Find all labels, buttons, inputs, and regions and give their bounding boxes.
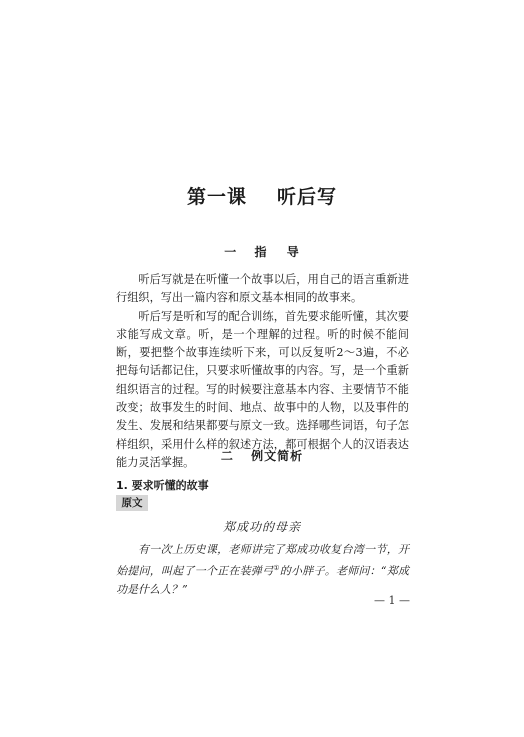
section-number: 二 bbox=[220, 449, 234, 463]
section-title-char: 导 bbox=[286, 245, 300, 259]
section-number: 一 bbox=[224, 245, 238, 259]
footnote-marker: ① bbox=[273, 564, 280, 572]
subheading: 1. 要求听懂的故事 bbox=[116, 479, 209, 492]
original-text-tag: 原文 bbox=[116, 495, 148, 511]
page-number: — 1 — bbox=[374, 594, 410, 607]
lesson-topic: 听后写 bbox=[277, 186, 338, 208]
lesson-title bbox=[0, 182, 524, 209]
section-title: 例文简析 bbox=[251, 449, 304, 463]
lesson-number: 第一课 bbox=[186, 186, 247, 208]
section-heading-examples bbox=[0, 447, 524, 464]
section-title-char: 指 bbox=[254, 245, 268, 259]
story-title: 郑成功的母亲 bbox=[222, 520, 301, 534]
paragraph: 听后写就是在听懂一个故事以后，用自己的语言重新进行组织，写出一篇内容和原文基本相同的故事来。 bbox=[116, 273, 409, 305]
story-paragraph: 有一次上历史课，老师讲完了郑成功收复台湾一节，开始提问，叫起了一个正在装弹弓①的小胖子。老师问：“郑成功是什么人？” bbox=[116, 543, 409, 596]
paragraph: 听后写是听和写的配合训练，首先要求能听懂，其次要求能写成文章。听，是一个理解的过程。听的时候不能间断，要把整个故事连续听下来，可以反复听2～3遍，不必把每句话都记住，只要求听懂故事的内容。写，是一个重新组织语言的过程。写的时候要注意基本内容、主要情节不能改变；故事发生的时间、地点、故事中的人物，以及事件的发生、发展和结果都要与原文一致。选择哪些词语，句子怎样组织，采用什么样的叙述方法，都可根据个人的汉语表达能力灵活掌握。 bbox=[116, 309, 409, 469]
guide-text bbox=[116, 271, 409, 472]
section-heading-guide bbox=[0, 243, 524, 260]
story-text bbox=[116, 541, 409, 599]
